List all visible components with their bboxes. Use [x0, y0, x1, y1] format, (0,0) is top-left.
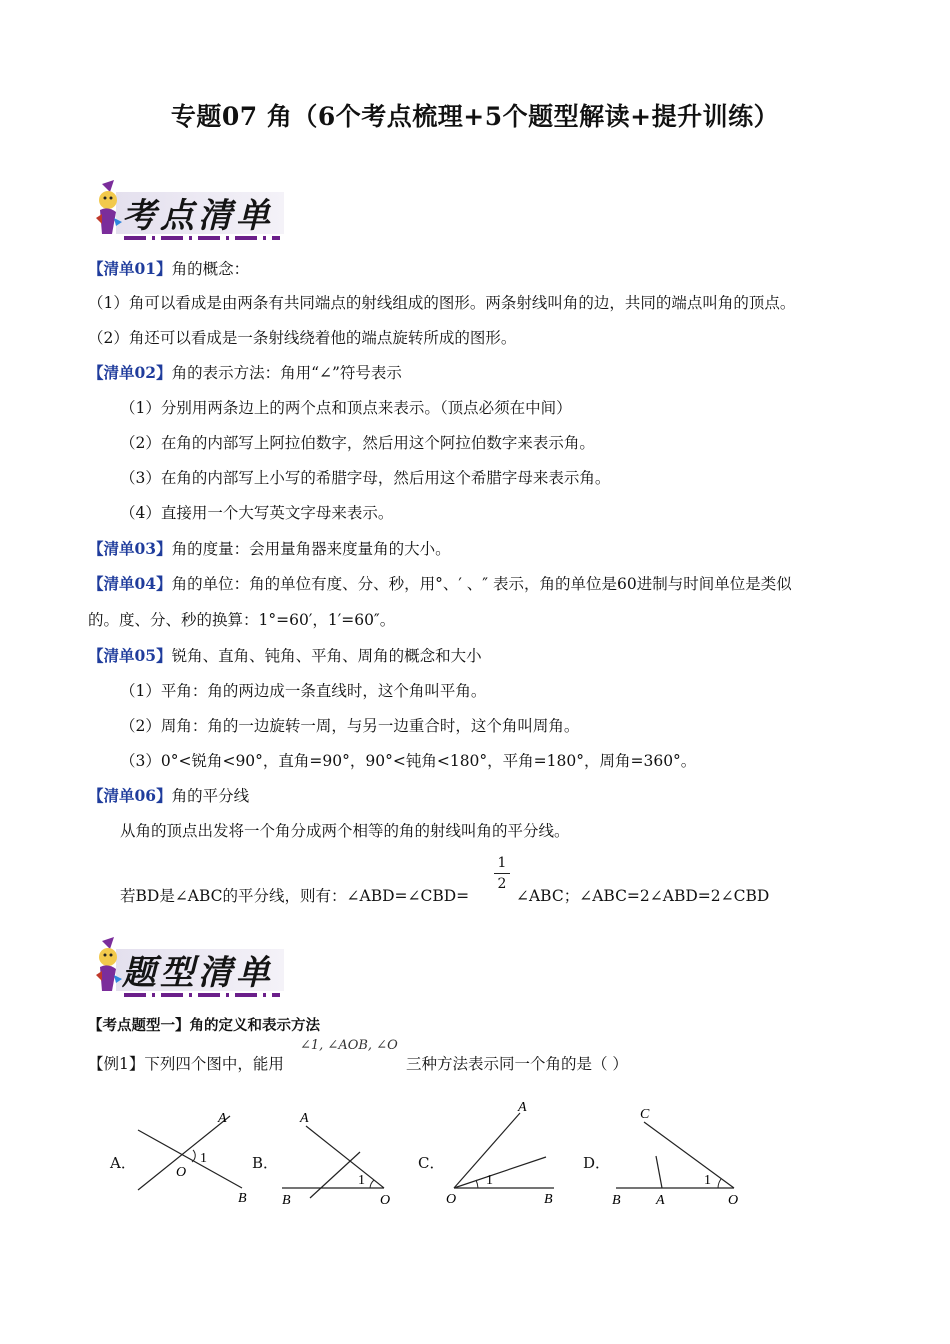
- angle-arc: [718, 1179, 721, 1188]
- list-item-06: [88, 786, 249, 806]
- list-tag: 【清单04】: [88, 574, 172, 593]
- label-1: 1: [704, 1173, 711, 1188]
- list-item-01: [88, 259, 249, 279]
- label-a: A: [218, 1111, 227, 1126]
- label-1: 1: [486, 1173, 493, 1188]
- list-item-02: [88, 363, 402, 383]
- list-tag: 【清单01】: [88, 259, 172, 278]
- label-b: B: [544, 1192, 553, 1205]
- list-item-03: [88, 539, 451, 559]
- angle-arc: [370, 1180, 374, 1188]
- list-item-02-4: （4）直接用一个大写英文字母来表示。: [120, 504, 394, 522]
- list-item-05-2: （2）周角：角的一边旋转一周，与另一边重合时，这个角叫周角。: [120, 717, 580, 735]
- list-item-01-2: （2）角还可以看成是一条射线绕着他的端点旋转所成的图形。: [88, 329, 517, 347]
- list-text: 角的概念：: [171, 260, 250, 278]
- figure-option-b: [280, 1100, 410, 1210]
- label-b: B: [238, 1191, 247, 1206]
- ray-oa: [306, 1126, 384, 1188]
- example-tag: 【例1】: [88, 1055, 145, 1073]
- angle-arc: [476, 1180, 478, 1188]
- banner-kaodian-qingdan: [88, 178, 288, 248]
- banner-text: 考点清单: [122, 196, 274, 236]
- option-c-label[interactable]: C．: [418, 1154, 445, 1172]
- list-item-04: [88, 574, 792, 594]
- list-text: 角的表示方法：角用“∠”符号表示: [171, 364, 402, 382]
- list-item-04-cont: 的。度、分、秒的换算：1°=60′，1′=60″。: [88, 611, 396, 629]
- list-text: 角的平分线: [171, 787, 250, 805]
- list-item-06-1: 从角的顶点出发将一个角分成两个相等的角的射线叫角的平分线。: [120, 822, 570, 840]
- example-math-notation: ∠1, ∠AOB, ∠O: [300, 1038, 398, 1053]
- list-tag: 【清单02】: [88, 363, 172, 382]
- fraction-bar: [494, 873, 510, 874]
- list-tag: 【清单05】: [88, 646, 172, 665]
- label-1: 1: [200, 1151, 207, 1166]
- list-item-06-2a: 若BD是∠ABC的平分线，则有：∠ABD=∠CBD=: [120, 887, 470, 905]
- figure-option-a: [130, 1100, 260, 1210]
- figure-option-c: [444, 1095, 574, 1205]
- example-1-stem-after: 三种方法表示同一个角的是（ ）: [406, 1055, 628, 1073]
- list-item-01-1: （1）角可以看成是由两条有共同端点的射线组成的图形。两条射线叫角的边，共同的端点叫角的顶点。: [88, 294, 796, 312]
- list-tag: 【清单06】: [88, 786, 172, 805]
- label-a: A: [518, 1100, 527, 1115]
- option-b-label[interactable]: B．: [252, 1154, 279, 1172]
- label-c: C: [640, 1107, 650, 1122]
- banner-tixing-qingdan: [88, 935, 288, 1005]
- label-o: O: [446, 1192, 457, 1205]
- label-b: B: [282, 1193, 291, 1208]
- label-b: B: [612, 1193, 621, 1208]
- list-text: 角的度量：会用量角器来度量角的大小。: [171, 540, 451, 558]
- page-title: 专题07 角（6个考点梳理+5个题型解读+提升训练）: [170, 102, 780, 131]
- list-item-02-2: （2）在角的内部写上阿拉伯数字，然后用这个阿拉伯数字来表示角。: [120, 434, 595, 452]
- list-text: 角的单位：角的单位有度、分、秒，用°、′ 、″ 表示，角的单位是60进制与时间单位是类似: [171, 575, 792, 593]
- list-item-05-3: （3）0°<锐角<90°，直角=90°，90°<钝角<180°，平角=180°，周角=360°。: [120, 752, 697, 770]
- fraction-numerator: 1: [497, 855, 507, 871]
- fraction-one-half: [494, 855, 510, 892]
- list-item-06-2b: ∠ABC；∠ABC=2∠ABD=2∠CBD: [516, 887, 770, 905]
- label-1: 1: [358, 1173, 365, 1188]
- list-item-05-1: （1）平角：角的两边成一条直线时，这个角叫平角。: [120, 682, 487, 700]
- list-text: 锐角、直角、钝角、平角、周角的概念和大小: [171, 647, 482, 665]
- label-a: A: [656, 1193, 665, 1208]
- crossing-line: [310, 1152, 360, 1198]
- fraction-denominator: 2: [497, 876, 507, 892]
- section-heading: 【考点题型一】角的定义和表示方法: [88, 1018, 320, 1034]
- ray-ob: [138, 1130, 242, 1188]
- example-1-stem: [88, 1054, 284, 1074]
- banner-text: 题型清单: [122, 953, 274, 993]
- list-item-05: [88, 646, 482, 666]
- banner-underline: [124, 236, 280, 240]
- figure-option-d: [608, 1100, 748, 1210]
- example-text-before: 下列四个图中，能用: [144, 1055, 284, 1073]
- list-item-02-3: （3）在角的内部写上小写的希腊字母，然后用这个希腊字母来表示角。: [120, 469, 611, 487]
- label-a: A: [300, 1111, 309, 1126]
- list-tag: 【清单03】: [88, 539, 172, 558]
- option-a-label[interactable]: A．: [110, 1154, 136, 1172]
- label-o: O: [728, 1193, 739, 1208]
- ray-oc: [644, 1122, 734, 1188]
- option-d-label[interactable]: D．: [583, 1154, 611, 1172]
- segment-a: [656, 1156, 662, 1188]
- banner-underline: [124, 993, 280, 997]
- list-item-02-1: （1）分别用两条边上的两个点和顶点来表示。（顶点必须在中间）: [120, 399, 572, 417]
- label-o: O: [176, 1165, 187, 1180]
- label-o: O: [380, 1193, 391, 1208]
